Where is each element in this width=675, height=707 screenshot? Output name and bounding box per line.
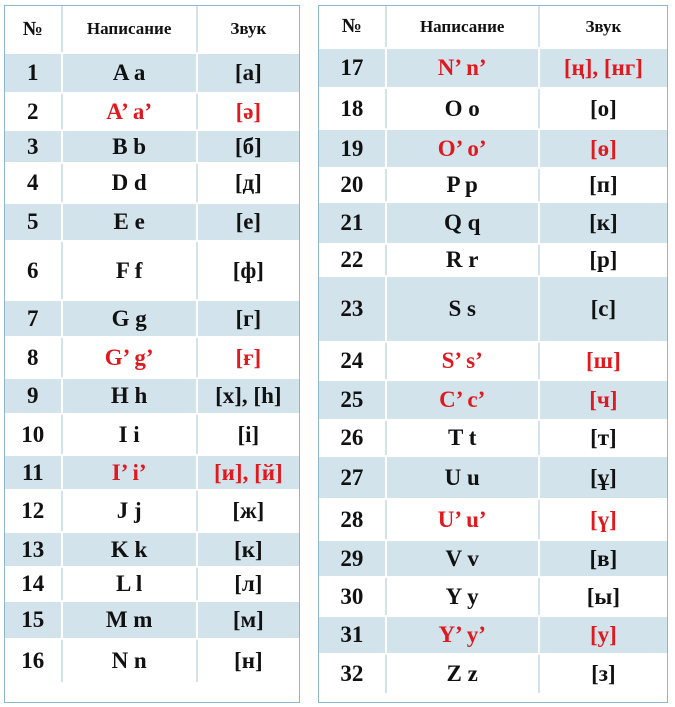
table-row [5, 533, 299, 568]
letter-number: 3 [5, 131, 63, 162]
table-row [5, 568, 299, 602]
letter-sound: [у] [589, 622, 617, 647]
letter-number: 11 [5, 456, 63, 489]
letter-sound: [г] [235, 305, 262, 331]
letter-sound: [в] [589, 545, 618, 571]
table-row [5, 491, 299, 533]
table-row [319, 130, 667, 169]
letter-number: 4 [5, 164, 63, 202]
letter-sound: [ч] [589, 387, 618, 412]
table-row [5, 602, 299, 640]
letter-spelling: B b [63, 131, 198, 162]
letter-spelling: S s [387, 277, 540, 341]
letter-number: 24 [319, 343, 387, 379]
letter-spelling: O o [387, 89, 540, 128]
letter-spelling: Z z [387, 655, 540, 693]
letter-number: 19 [319, 130, 387, 167]
letter-sound: [ә] [235, 98, 262, 124]
alphabet-table-left [4, 5, 300, 703]
letter-number: 27 [319, 457, 387, 498]
table-row [5, 204, 299, 242]
letter-number: 13 [5, 533, 63, 566]
table-row [5, 456, 299, 491]
letter-number: 14 [5, 568, 63, 600]
table-header-row [5, 6, 299, 54]
letter-sound: [х], [h] [215, 383, 282, 408]
letter-number: 22 [319, 245, 387, 275]
table-row [319, 203, 667, 245]
table-row [5, 164, 299, 204]
letter-number: 15 [5, 602, 63, 638]
header-spelling: Написание [63, 6, 198, 52]
letter-spelling: T t [387, 421, 540, 455]
table-row [319, 421, 667, 457]
letter-sound: [ө] [589, 135, 617, 161]
letter-number: 16 [5, 640, 63, 682]
letter-sound: [т] [590, 425, 617, 450]
letter-spelling: Y y [387, 578, 540, 615]
letter-number: 6 [5, 242, 63, 299]
table-row [319, 277, 667, 343]
letter-spelling: F f [63, 242, 198, 299]
letter-spelling: D d [63, 164, 198, 202]
letter-sound: [з] [591, 661, 616, 686]
letter-number: 1 [5, 54, 63, 92]
table-row [5, 94, 299, 131]
letter-sound: [б] [234, 133, 262, 159]
letter-number: 18 [319, 89, 387, 128]
table-row [319, 655, 667, 693]
letter-spelling: H h [63, 379, 198, 413]
letter-sound: [і] [237, 421, 260, 447]
table-row [319, 457, 667, 500]
table-row [319, 343, 667, 381]
letter-sound: [о] [589, 95, 617, 121]
letter-sound: [п] [589, 172, 618, 197]
letter-number: 28 [319, 500, 387, 539]
table-row [5, 640, 299, 682]
table-row [319, 541, 667, 578]
letter-number: 5 [5, 204, 63, 240]
table-row [319, 169, 667, 203]
letter-sound: [р] [589, 247, 618, 272]
letter-sound: [ы] [586, 583, 621, 609]
letter-number: 2 [5, 94, 63, 129]
letter-sound: [и], [й] [214, 459, 283, 485]
letter-sound: [ш] [586, 348, 621, 373]
letter-number: 31 [319, 617, 387, 653]
table-row [319, 500, 667, 541]
letter-number: 29 [319, 541, 387, 576]
header-sound: Звук [585, 16, 622, 36]
table-row [5, 54, 299, 94]
letter-sound: [ң], [нг] [563, 55, 643, 80]
letter-spelling: S’ s’ [387, 343, 540, 379]
letter-number: 17 [319, 49, 387, 87]
letter-sound: [ұ] [589, 464, 617, 490]
letter-sound: [с] [590, 296, 617, 321]
table-row [319, 381, 667, 421]
letter-sound: [д] [234, 170, 262, 195]
alphabet-table-right [318, 5, 668, 703]
letter-spelling: K k [63, 533, 198, 566]
letter-spelling: P p [387, 169, 540, 201]
table-row [319, 617, 667, 655]
letter-spelling: Q q [387, 203, 540, 243]
letter-spelling: A’ a’ [63, 94, 198, 129]
letter-number: 10 [5, 415, 63, 454]
table-row [5, 131, 299, 164]
table-row [319, 49, 667, 89]
letter-spelling: J j [63, 491, 198, 531]
letter-spelling: I’ i’ [63, 456, 198, 489]
letter-number: 32 [319, 655, 387, 693]
header-number: № [319, 6, 387, 47]
letter-spelling: C’ c’ [387, 381, 540, 419]
letter-spelling: A a [63, 54, 198, 92]
letter-spelling: O’ o’ [387, 130, 540, 167]
letter-sound: [ү] [589, 506, 617, 532]
letter-number: 23 [319, 277, 387, 341]
letter-spelling: M m [63, 602, 198, 638]
letter-number: 8 [5, 338, 63, 377]
letter-sound: [ф] [232, 257, 264, 283]
header-sound: Звук [230, 19, 267, 38]
letter-number: 12 [5, 491, 63, 531]
table-header-row [319, 6, 667, 49]
letter-sound: [е] [235, 209, 262, 234]
table-row [5, 338, 299, 379]
letter-spelling: L l [63, 568, 198, 600]
letter-sound: [л] [234, 571, 263, 596]
table-row [5, 242, 299, 301]
letter-spelling: N’ n’ [387, 49, 540, 87]
table-row [319, 245, 667, 277]
table-row [5, 379, 299, 415]
letter-spelling: Y’ y’ [387, 617, 540, 653]
letter-sound: [м] [232, 607, 264, 632]
letter-spelling: I i [63, 415, 198, 454]
letter-spelling: U’ u’ [387, 500, 540, 539]
letter-number: 7 [5, 301, 63, 336]
letter-spelling: G g [63, 301, 198, 336]
letter-sound: [а] [234, 60, 262, 85]
table-row [5, 301, 299, 338]
letter-sound: [ж] [232, 498, 265, 523]
header-number: № [5, 6, 63, 52]
letter-spelling: V v [387, 541, 540, 576]
table-row [319, 89, 667, 130]
letter-number: 25 [319, 381, 387, 419]
header-spelling: Написание [387, 6, 540, 47]
table-row [319, 578, 667, 617]
letter-sound: [к] [589, 210, 618, 235]
letter-sound: [к] [234, 536, 263, 562]
letter-number: 21 [319, 203, 387, 243]
letter-number: 9 [5, 379, 63, 413]
letter-spelling: N n [63, 640, 198, 682]
letter-spelling: U u [387, 457, 540, 498]
letter-sound: [н] [234, 648, 263, 673]
letter-spelling: E e [63, 204, 198, 240]
table-row [5, 415, 299, 456]
letter-number: 30 [319, 578, 387, 615]
letter-sound: [ғ] [235, 344, 262, 370]
letter-spelling: R r [387, 245, 540, 275]
letter-number: 20 [319, 169, 387, 201]
letter-spelling: G’ g’ [63, 338, 198, 377]
letter-number: 26 [319, 421, 387, 455]
